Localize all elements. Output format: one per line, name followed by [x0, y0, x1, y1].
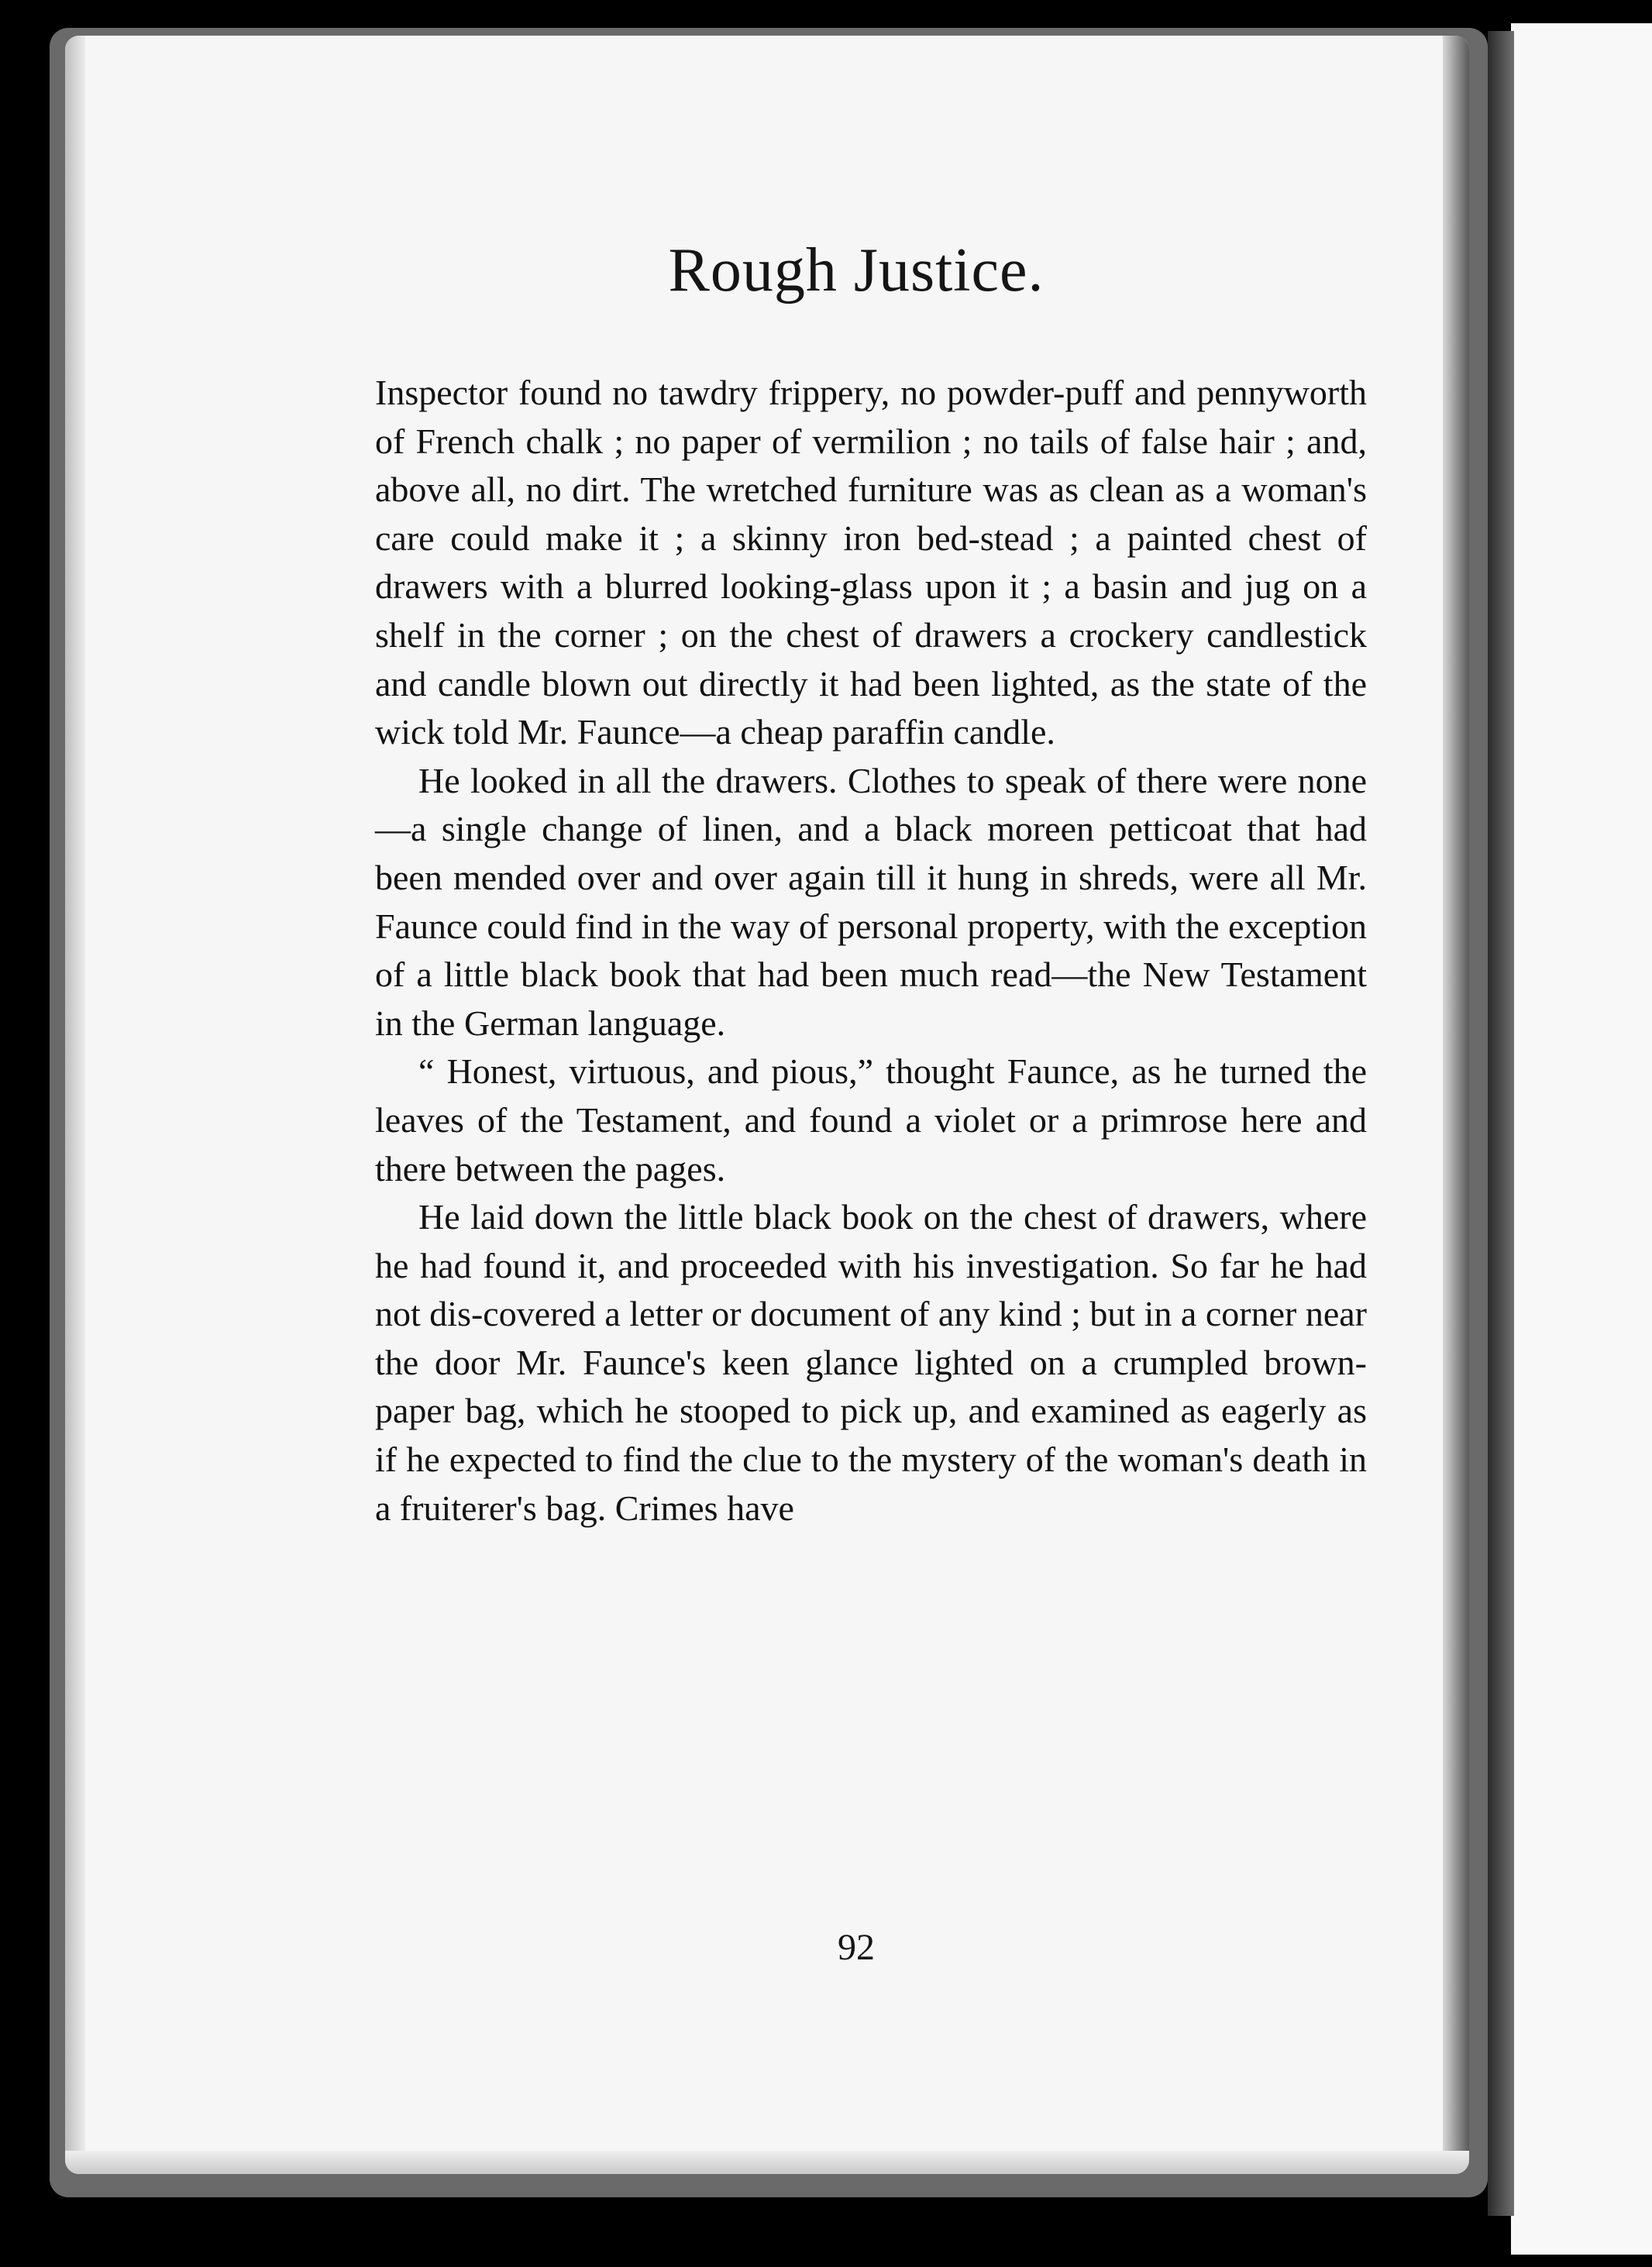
page-left-edge — [65, 36, 85, 2174]
facing-page-edge — [1511, 23, 1652, 2255]
page-gutter — [1443, 36, 1469, 2174]
page-number: 92 — [838, 1927, 875, 1968]
paragraph: “ Honest, virtuous, and pious,” thought Faunce, as he turned the leaves of the Testament, and found a violet or a primrose here and there between the pages. — [375, 1051, 1367, 1189]
page-bottom-edge — [65, 2151, 1469, 2174]
book-page — [65, 36, 1469, 2174]
paragraph: Inspector found no tawdry frippery, no powder-puff and pennyworth of French chalk ; no paper of vermilion ; no tails of false hair ; and, above all, no dirt. The wretched furniture was as clean as a woman's care could make it ; a skinny iron bed-stead ; a painted chest of drawers with a blurred looking-glass upon it ; a basin and jug on a shelf in the corner ; on the chest of drawers a crockery candlestick and candle blown out directly it had been lighted, as the state of the wick told Mr. Faunce—a cheap paraffin candle. — [375, 373, 1367, 752]
body-text — [375, 369, 1367, 1533]
paragraph: He looked in all the drawers. Clothes to speak of there were none—a single change of linen, and a black moreen petticoat that had been mended over and over again till it hung in shreds, were all Mr. Faunce could find in the way of personal property, with the exception of a little black book that had been much read—the New Testament in the German language. — [375, 760, 1367, 1043]
running-title: Rough Justice. — [668, 236, 1045, 304]
book-spine-shadow — [1488, 31, 1514, 2216]
paragraph: He laid down the little black book on the chest of drawers, where he had found it, and proceeded with his investigation. So far he had not dis-covered a letter or document of any kind ; but in a corner near the door Mr. Faunce's keen glance lighted on a crumpled brown-paper bag, which he stooped to pick up, and examined as eagerly as if he expected to find the clue to the mystery of the woman's death in a fruiterer's bag. Crimes have — [375, 1197, 1367, 1528]
